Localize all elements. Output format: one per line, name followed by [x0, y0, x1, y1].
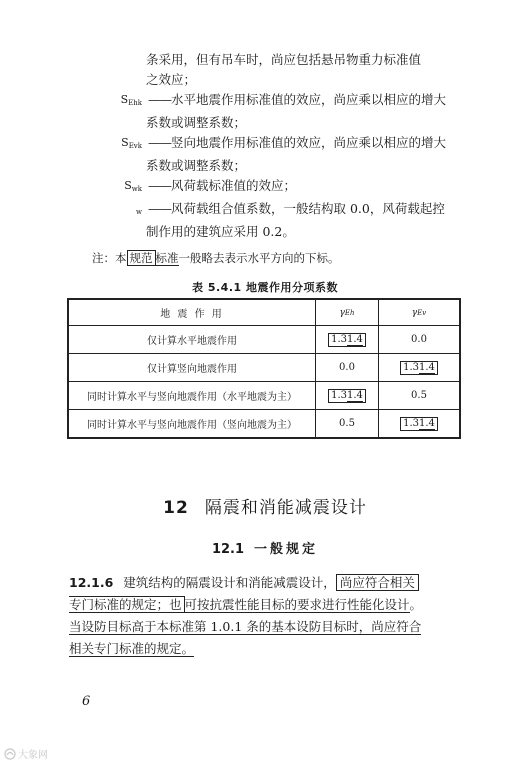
table-header-row: [68, 299, 460, 326]
symbol-psi-w: w: [136, 208, 142, 216]
revision-box: 专门标准的规定；也: [69, 596, 185, 613]
header-seismic-action: 地 震 作 用: [68, 299, 316, 326]
note-inserted-term: 标准: [155, 251, 179, 265]
table-note: 注：本 规范 标准一般略去表示水平方向的下标。: [92, 251, 340, 265]
chapter-title: 12 隔震和消能减震设计: [163, 498, 367, 518]
symbol-sevk: $S_{Evk}$: [121, 136, 142, 150]
def-item-psi-w: $_w$ ——风荷载组合值系数，一般结构取 0.0，风荷载起控: [80, 199, 480, 222]
def-continuation-1: 条采用，但有吊车时，尚应包括悬吊物重力标准值: [146, 52, 422, 67]
table-row: 同时计算水平与竖向地震作用（竖向地震为主） 0.5 1.31.4: [68, 410, 460, 439]
table-row: 仅计算竖向地震作用 0.0 1.31.4: [68, 354, 460, 382]
revised-value: 1.31.4: [328, 333, 366, 347]
table-row: 同时计算水平与竖向地震作用（水平地震为主） 1.31.4 0.5: [68, 382, 460, 410]
seismic-coefficient-table: [67, 298, 461, 439]
def-item-sevk: $S_{Evk}$ ——竖向地震作用标准值的效应，尚应乘以相应的增大: [80, 133, 480, 156]
revision-box: 尚应符合相关: [336, 574, 419, 591]
revised-value: 1.31.4: [400, 417, 438, 431]
def-item-sehk: $S_{Ehk}$ ——水平地震作用标准值的效应，尚应乘以相应的增大: [80, 90, 480, 113]
symbol-sehk: $S_{Ehk}$: [120, 93, 142, 107]
note-deleted-term: 规范: [127, 250, 156, 266]
header-gamma-eh: γEh: [316, 299, 379, 326]
revised-value: 1.31.4: [328, 389, 366, 403]
clause-number: 12.1.6: [69, 575, 114, 590]
def-item-swk: $S_{wk}$ ——风荷载标准值的效应；: [80, 176, 480, 199]
clause-12-1-6: 12.1.6 建筑结构的隔震设计和消能减震设计， 尚应符合相关 专门标准的规定；也 可按抗震性能目标的要求进行性能化设计。 当设防目标高于本标准第 1.0.1 条的基本设防目标时，尚应符合 相关专门标准的规定。: [69, 575, 423, 656]
section-title: 12.1 一般规定: [211, 542, 319, 557]
watermark-logo-icon: [4, 748, 16, 760]
watermark: 大象网: [4, 746, 48, 761]
symbol-swk: $S_{wk}$: [124, 179, 142, 193]
header-gamma-ev: γEv: [379, 299, 461, 326]
revised-value: 1.31.4: [400, 361, 438, 375]
revision-underline: 相关专门标准的规定。: [69, 641, 195, 656]
def-continuation-2: 之效应；: [146, 72, 197, 87]
symbol-definitions: 条采用，但有吊车时，尚应包括悬吊物重力标准值 之效应； $S_{Ehk}$ ——水平地震作用标准值的效应，尚应乘以相应的增大 系数或调整系数； $S_{Evk}$ ——竖向地震作用标准值的效应，尚应乘以相应的增大 系数或调整系数； $S_{wk}$ ——风荷载标准值的效应； $_w$ ——风荷载组合值系数，一般结构取 0.0，风荷载起控 制作用的建筑应采用 0.2。: [80, 50, 480, 242]
table-caption: 表 5.4.1 地震作用分项系数: [192, 281, 338, 294]
table-row: 仅计算水平地震作用 1.31.4 0.0: [68, 326, 460, 354]
revision-underline: 当设防目标高于本标准第 1.0.1 条的基本设防目标时，尚应符合: [69, 619, 422, 634]
page-number: 6: [82, 694, 91, 709]
